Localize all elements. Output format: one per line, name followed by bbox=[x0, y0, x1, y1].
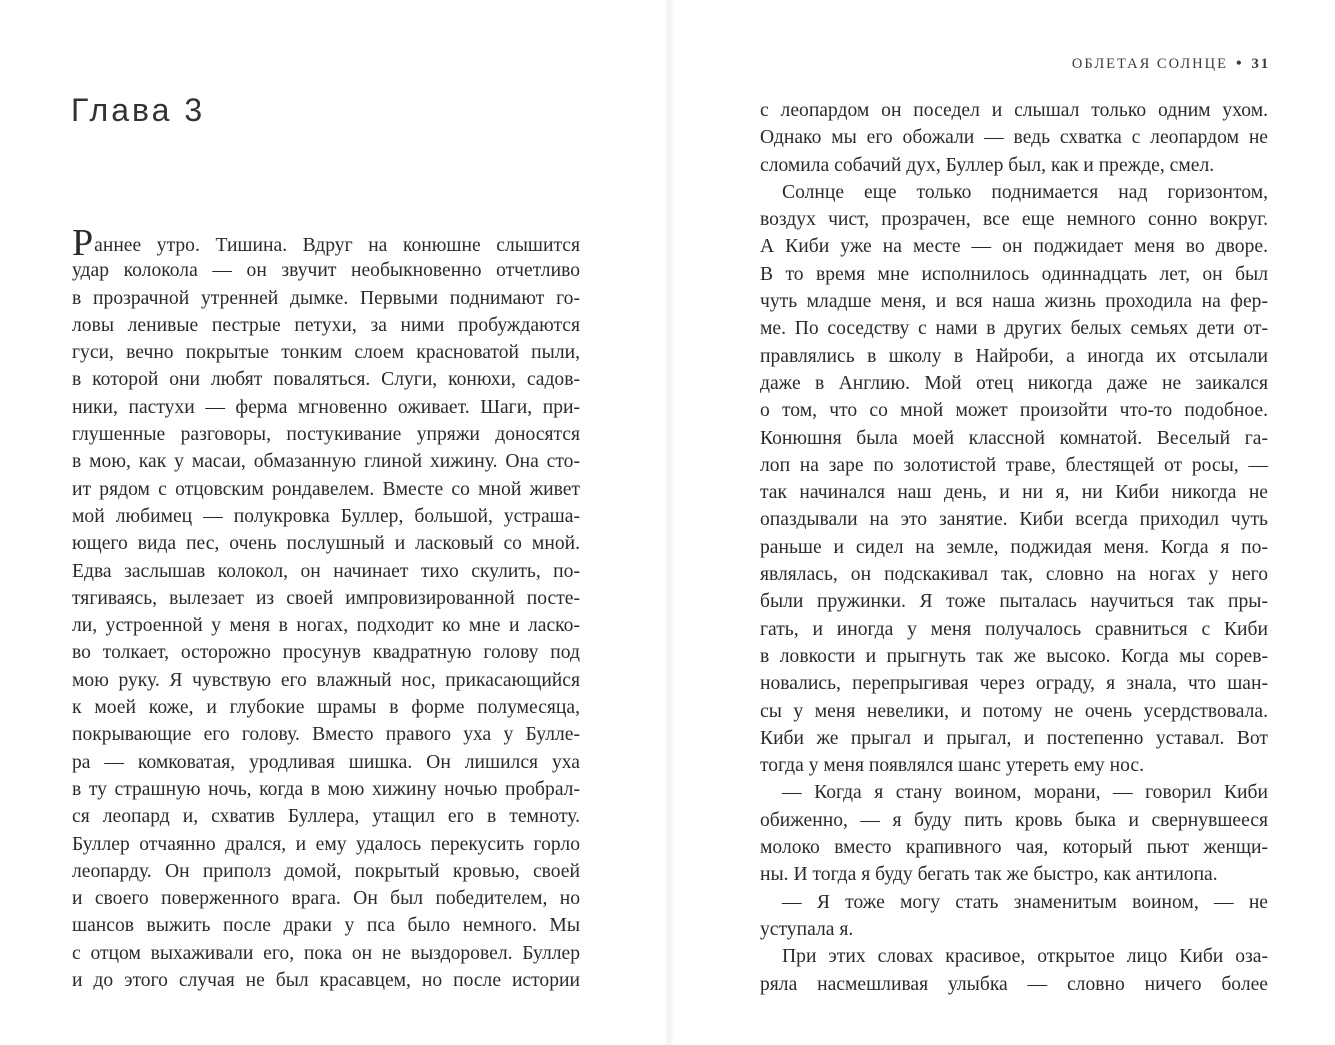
text-line: гать, и иногда у меня получалось сравниться с Киби bbox=[760, 618, 1268, 640]
text-line: новались, перепрыгивая через ограду, я знала, что шан- bbox=[760, 673, 1268, 695]
text-line bbox=[72, 222, 580, 264]
text-line: так начинался наш день, и ни я, ни Киби никогда не bbox=[760, 482, 1268, 504]
text-line: А Киби уже на месте — он поджидает меня во дворе. bbox=[760, 236, 1268, 258]
text-line: глушенные разговоры, постукивание упряжи доносятся bbox=[72, 424, 580, 446]
left-page-text bbox=[72, 222, 580, 994]
text-line: лоп на заре по золотистой траве, блестящей от росы, — bbox=[760, 454, 1268, 476]
text-line: леопарду. Он приполз домой, покрытый кровью, своей bbox=[72, 860, 580, 882]
text-line: мой любимец — полукровка Буллер, большой, устраша- bbox=[72, 505, 580, 527]
text-line: и своего поверженного врага. Он был победителем, но bbox=[72, 888, 580, 910]
running-head-separator: • bbox=[1235, 55, 1244, 72]
text-line: гуси, вечно покрытые тонким слоем красноватой пыли, bbox=[72, 342, 580, 364]
text-line: уступала я. bbox=[760, 918, 854, 940]
text-line: Едва заслышав колокол, он начинает тихо скулить, по- bbox=[72, 560, 580, 582]
text-line: с отцом выхаживали его, пока он не выздоровел. Буллер bbox=[72, 942, 580, 964]
text-line: в ловкости и прыгнуть так же высоко. Когда мы сорев- bbox=[760, 645, 1268, 667]
text-line: ме. По соседству с нами в других белых семьях дети от- bbox=[760, 318, 1268, 340]
text-line: тягиваясь, вылезает из своей импровизированной посте- bbox=[72, 587, 580, 609]
text-line: являлась, он подскакивал так, словно на ногах у него bbox=[760, 564, 1268, 586]
text-line: ющего вида пес, очень послушный и ласковый со мной. bbox=[72, 533, 580, 555]
text-line: с леопардом он поседел и слышал только одним ухом. bbox=[760, 100, 1268, 121]
text-line: в мою, как у масаи, обмазанную глиной хижину. Она сто- bbox=[72, 451, 580, 473]
text-line: о том, что со мной может произойти что-то подобное. bbox=[760, 400, 1268, 422]
text-line: молоко вместо крапивного чая, который пьют женщи- bbox=[760, 837, 1268, 859]
text-line: В то время мне исполнилось одиннадцать лет, он был bbox=[760, 263, 1268, 285]
text-line: в ту страшную ночь, когда в мою хижину ночью пробрал- bbox=[72, 778, 580, 800]
text-line: мою руку. Я чувствую его влажный нос, прикасающийся bbox=[72, 669, 580, 691]
text-line: воздух чист, прозрачен, все еще немного сонно вокруг. bbox=[760, 209, 1268, 231]
text-line: Киби же прыгал и прыгал, и постепенно уставал. Вот bbox=[760, 727, 1268, 749]
text-line: — Когда я стану воином, морани, — говорил Киби bbox=[782, 782, 1268, 804]
text-line: ли, устроенной у меня в ногах, подходит ко мне и ласко- bbox=[72, 615, 580, 637]
text-line: даже в Англию. Мой отец никогда даже не заикался bbox=[760, 372, 1268, 394]
text-line: к моей коже, и глубокие шрамы в форме полумесяца, bbox=[72, 697, 580, 719]
text-line: сломила собачий дух, Буллер был, как и прежде, смел. bbox=[760, 154, 1215, 176]
text-line: чуть младше меня, и вся наша жизнь проходила на фер- bbox=[760, 291, 1268, 313]
text-line: ит рядом с отцовским рондавелем. Вместе со мной живет bbox=[72, 478, 580, 500]
text-line-rest: аннее утро. Тишина. Вдруг на конюшне слышится bbox=[94, 235, 580, 256]
page-number: 31 bbox=[1251, 56, 1270, 72]
text-line: опаздывали на это занятие. Киби всегда приходил чуть bbox=[760, 509, 1268, 531]
text-line: Конюшня была моей классной комнатой. Веселый га- bbox=[760, 427, 1268, 449]
text-line: ны. И тогда я буду бегать так же быстро, как антилопа. bbox=[760, 864, 1218, 886]
text-line: в прозрачной утренней дымке. Первыми поднимают го- bbox=[72, 287, 580, 309]
text-line: шансов выжить после драки у пса было немного. Мы bbox=[72, 915, 580, 937]
running-head-title: ОБЛЕТАЯ СОЛНЦЕ bbox=[1071, 56, 1228, 72]
text-line: — Я тоже могу стать знаменитым воином, — не bbox=[782, 891, 1268, 913]
text-line: были пружинки. Я тоже пыталась научиться так пры- bbox=[760, 591, 1268, 613]
text-line: Однако мы его обожали — ведь схватка с леопардом не bbox=[760, 127, 1268, 149]
chapter-title: Глава 3 bbox=[71, 92, 206, 128]
text-line: ся леопард и, схватив Буллера, утащил его в темноту. bbox=[72, 806, 580, 828]
text-line: ряла насмешливая улыбка — словно ничего более bbox=[760, 973, 1268, 995]
text-line: в которой они любят поваляться. Слуги, конюхи, садов- bbox=[72, 369, 580, 391]
text-line: тогда у меня появлялся шанс утереть ему нос. bbox=[760, 755, 1144, 777]
right-page-text bbox=[760, 97, 1268, 998]
text-line: ловы ленивые пестрые петухи, за ними пробуждаются bbox=[72, 314, 580, 336]
text-line: ра — комковатая, уродливая шишка. Он лишился уха bbox=[72, 751, 580, 773]
text-line: удар колокола — он звучит необыкновенно отчетливо bbox=[72, 260, 580, 282]
text-line: во толкает, осторожно просунув квадратную голову под bbox=[72, 642, 580, 664]
text-line: раньше и сидел на земле, поджидая меня. Когда я по- bbox=[760, 536, 1268, 558]
text-line: Буллер отчаянно дрался, и ему удалось перекусить горло bbox=[72, 833, 580, 855]
running-head bbox=[1072, 55, 1270, 73]
page-fold bbox=[664, 0, 674, 1045]
text-line: сы у меня невелики, и потому не очень усердствовала. bbox=[760, 700, 1268, 722]
text-line: обиженно, — я буду пить кровь быка и свернувшееся bbox=[760, 809, 1268, 831]
text-line: При этих словах красивое, открытое лицо Киби оза- bbox=[782, 946, 1268, 968]
text-line: Солнце еще только поднимается над горизонтом, bbox=[782, 181, 1268, 203]
text-line: правлялись в школу в Найроби, а иногда их отсылали bbox=[760, 345, 1268, 367]
drop-cap: Р bbox=[72, 222, 94, 264]
text-line: и до этого случая не был красавцем, но после истории bbox=[72, 970, 580, 992]
text-line: покрывающие его голову. Вместо правого уха у Булле- bbox=[72, 724, 580, 746]
text-line: ники, пастухи — ферма мгновенно оживает. Шаги, при- bbox=[72, 396, 580, 418]
